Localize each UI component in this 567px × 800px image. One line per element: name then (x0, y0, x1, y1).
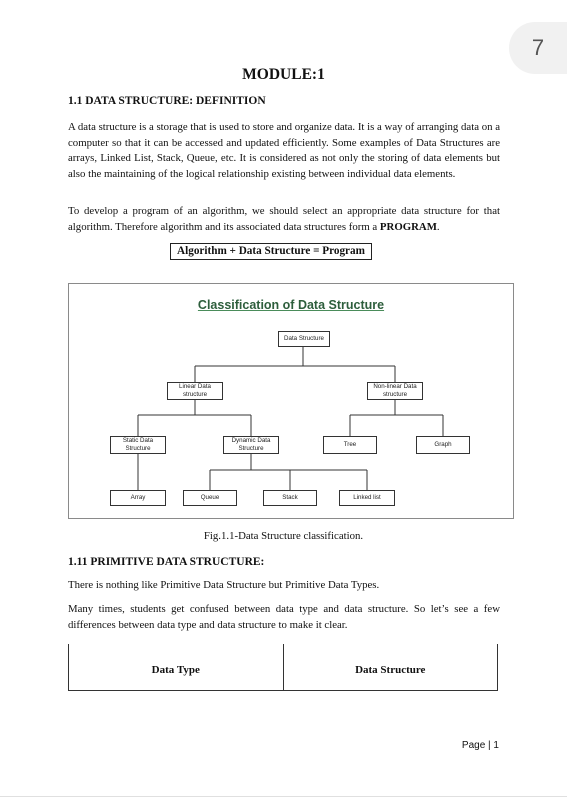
section-heading-definition: 1.1 DATA STRUCTURE: DEFINITION (68, 95, 266, 107)
primitive-paragraph: There is nothing like Primitive Data Structure but Primitive Data Types. (68, 579, 380, 591)
section-heading-primitive: 1.11 PRIMITIVE DATA STRUCTURE: (68, 556, 265, 568)
node-stack: Stack (263, 490, 317, 506)
program-paragraph-text: To develop a program of an algorithm, we should select an appropriate data structure for that algorithm. Therefore algorithm and its associated data structures form a (68, 205, 500, 233)
definition-paragraph: A data structure is a storage that is used to store and organize data. It is a way of arranging data on a computer so that it can be accessed and updated efficiently. Some examples of Data Structures are arrays, Linked List, Stack, Queue, etc. It is considered as not only the storing of data elements but also the maintaining of the logical relationship existing between individual data elements. (68, 121, 500, 180)
bottom-divider (0, 796, 567, 797)
node-tree: Tree (323, 436, 377, 454)
node-linked-list: Linked list (339, 490, 395, 506)
node-dynamic: Dynamic Data Structure (223, 436, 279, 454)
program-paragraph-end: . (436, 220, 440, 233)
page-footer: Page | 1 (461, 740, 499, 751)
table-header-data-type: Data Type (69, 646, 284, 691)
differences-paragraph: Many times, students get confused between data type and data structure. So let’s see a few differences between data type and data structure to make it clear. (68, 603, 500, 631)
program-keyword: PROGRAM (379, 220, 437, 233)
module-title: MODULE:1 (242, 66, 325, 83)
table-header-data-structure: Data Structure (283, 646, 498, 691)
node-nonlinear: Non-linear Data structure (367, 382, 423, 400)
comparison-table (68, 644, 498, 691)
classification-diagram (68, 283, 514, 519)
node-array: Array (110, 490, 166, 506)
program-paragraph (68, 204, 500, 235)
page-number-badge: 7 (509, 22, 567, 74)
diagram-connectors (69, 284, 513, 518)
node-linear: Linear Data structure (167, 382, 223, 400)
equation-box: Algorithm + Data Structure = Program (170, 243, 372, 260)
node-static: Static Data Structure (110, 436, 166, 454)
node-data-structure: Data Structure (278, 331, 330, 347)
diagram-title: Classification of Data Structure (197, 298, 385, 312)
node-queue: Queue (183, 490, 237, 506)
figure-caption: Fig.1.1-Data Structure classification. (203, 530, 364, 542)
node-graph: Graph (416, 436, 470, 454)
